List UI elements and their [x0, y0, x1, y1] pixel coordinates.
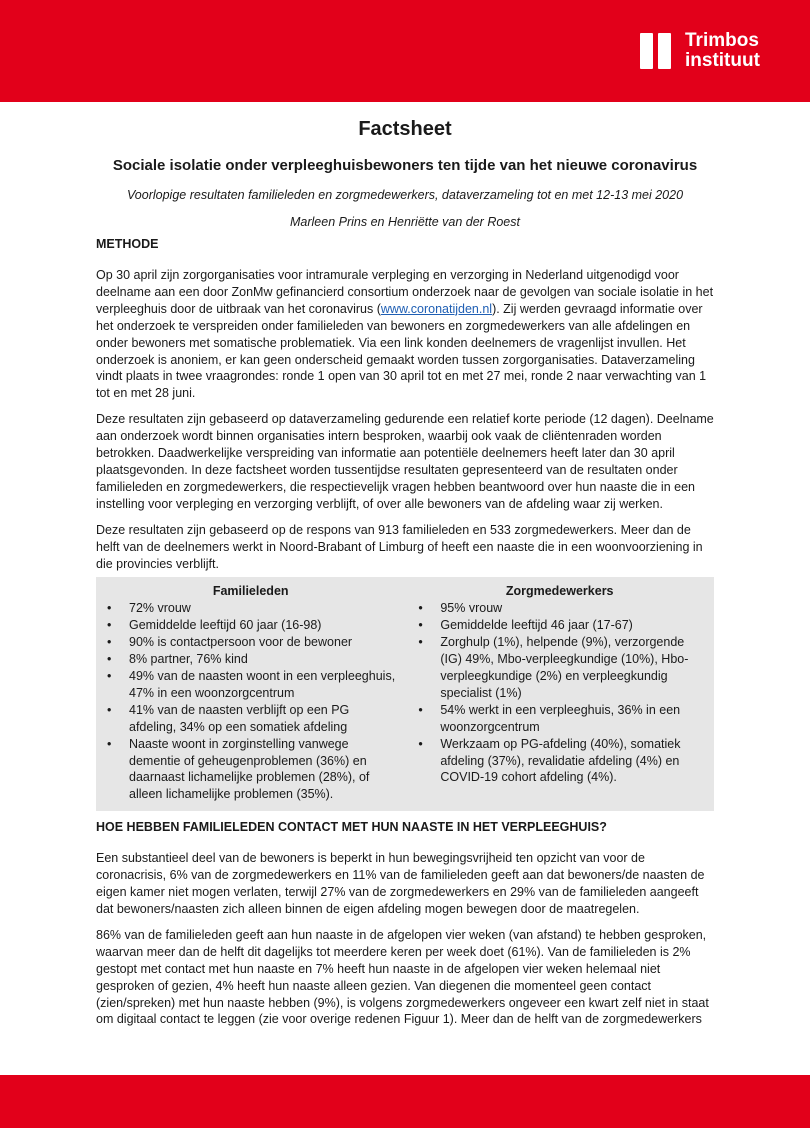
section-heading-contact: HOE HEBBEN FAMILIELEDEN CONTACT MET HUN NAASTE IN HET VERPLEEGHUIS? [96, 820, 607, 835]
list-item: • Naaste woont in zorginstelling vanwege dementie of geheugenproblemen (36%) en daarnaast lichamelijke problemen (28%), of alleen lichamelijke problemen (35%). [104, 736, 397, 804]
coronatijden-link[interactable]: www.coronatijden.nl [380, 301, 493, 316]
list-item: • 90% is contactpersoon voor de bewoner [104, 634, 397, 651]
header-bar [0, 0, 810, 102]
zorgmedewerkers-box [407, 577, 714, 811]
paragraph-methode-3: Deze resultaten zijn gebaseerd op de respons van 913 familieleden en 533 zorgmedewerkers. Meer dan de helft van de deelnemers werkt in Noord-Brabant of Limburg of heeft een naaste die in een woonvoorziening in die provincies verblijft. [96, 522, 703, 571]
list-item: • Gemiddelde leeftijd 46 jaar (17-67) [415, 617, 704, 634]
paragraph-methode-2: Deze resultaten zijn gebaseerd op dataverzameling gedurende een relatief korte periode (12 dagen). Deelname aan onderzoek wordt binnen organisaties intern besproken, waarbij ook vaak de cliëntenraden worden betrokken. Daadwerkelijke verspreiding van informatie aan potentiële deelnemers heeft later dan 30 april plaatsgevonden. In deze factsheet worden tussentijdse resultaten gepresenteerd van de resultaten onder familieleden en zorgmedewerkers, die respectievelijk vragen hebben beantwoord over hun naaste die in een instelling voor verpleging en verzorging verblijft, of over alle bewoners van de afdeling waar zij werken. [96, 412, 714, 511]
list-item: • 72% vrouw [104, 600, 397, 617]
subline: Voorlopige resultaten familieleden en zorgmedewerkers, dataverzameling tot en met 12-13 mei 2020 [126, 188, 684, 202]
familieleden-box [96, 577, 407, 811]
list-item: • Zorghulp (1%), helpende (9%), verzorgende (IG) 49%, Mbo-verpleegkundige (10%), Hbo-verpleegkundige (2%) en verpleegkundig specialist (1%) [415, 634, 704, 702]
footer-bar [0, 1075, 810, 1128]
zorgmedewerkers-list [415, 600, 704, 786]
list-item: • 41% van de naasten verblijft op een PG afdeling, 34% op een somatiek afdeling [104, 702, 397, 736]
page-title: Factsheet [358, 118, 452, 140]
logo-line-2: instituut [685, 50, 760, 71]
paragraph-text: Op 30 april zijn zorgorganisaties voor intramurale verpleging en verzorging in Nederland uitgenodigd voor deelname aan een door ZonMw gefinancierd consortium onderzoek naar de gevolgen van sociale isolatie in het verpleeghuis door de uitbraak van het coronavirus ( [96, 268, 714, 316]
box-title: Zorgmedewerkers [505, 584, 614, 599]
paragraph-methode-1 [96, 267, 714, 402]
page-subtitle: Sociale isolatie onder verpleeghuisbewoners ten tijde van het nieuwe coronavirus [112, 157, 698, 174]
list-item: • 49% van de naasten woont in een verpleeghuis, 47% in een woonzorgcentrum [104, 668, 397, 702]
document-body [96, 118, 714, 1028]
paragraph-contact-1: Een substantieel deel van de bewoners is beperkt in hun bewegingsvrijheid ten opzicht van voor de coronacrisis, 6% van de zorgmedewerkers en 11% van de familieleden geeft aan dat bewoners/de naasten de eigen kamer niet mogen verlaten, terwijl 27% van de zorgmedewerkers en 29% van de familieleden aangeeft dat bewoners/naasten zich alleen binnen de eigen afdeling mogen bewegen door de maatregelen. [96, 851, 705, 916]
paragraph-contact-2: 86% van de familieleden geeft aan hun naaste in de afgelopen vier weken (van afstand) te hebben gesproken, waarvan meer dan de helft dit dagelijks tot meerdere keren per week doet (61%). Van de familieleden is 2% gestopt met contact met hun naaste en 7% heeft hun naaste in de afgelopen vier weken helemaal niet gesproken of gezien, 4% heeft hun naaste alleen gezien. Van diegenen die momenteel geen contact (zien/spreken) met hun naaste hebben (9%), is volgens zorgmedewerkers ongeveer een kwart zelf niet in staat om digitaal contact te leggen (zie voor overige redenen Figuur 1). Meer dan de helft van de zorgmedewerkers [96, 927, 709, 1027]
box-title: Familieleden [212, 584, 289, 599]
paragraph-text: ). Zij werden gevraagd informatie over het onderzoek te verspreiden onder familieleden van bewoners en zorgmedewerkers van alle afdelingen en onder bewoners met somatische problematiek. Via een link konden deelnemers de vragenlijst invullen. Het onderzoek is anoniem, er kan geen onderscheid gemaakt worden tussen zorgorganisaties. Dataverzameling vindt plaats in twee vraagrondes: ronde 1 open van 30 april tot en met 27 mei, ronde 2 naar verwachting van 1 tot en met 28 juni. [96, 301, 707, 401]
logo-line-1: Trimbos [685, 30, 759, 51]
logo-mark-icon [640, 32, 676, 70]
section-heading-methode: METHODE [96, 237, 159, 251]
respondent-boxes [96, 577, 714, 811]
list-item: • Gemiddelde leeftijd 60 jaar (16-98) [104, 617, 397, 634]
list-item: • 54% werkt in een verpleeghuis, 36% in een woonzorgcentrum [415, 702, 704, 736]
list-item: • 95% vrouw [415, 600, 704, 617]
authors: Marleen Prins en Henriëtte van der Roest [290, 215, 520, 229]
list-item: • Werkzaam op PG-afdeling (40%), somatiek afdeling (37%), revalidatie afdeling (4%) en COVID-19 cohort afdeling (4%). [415, 736, 704, 787]
list-item: • 8% partner, 76% kind [104, 651, 397, 668]
familieleden-list [104, 600, 397, 803]
logo-text [685, 31, 760, 71]
trimbos-logo [640, 31, 760, 71]
